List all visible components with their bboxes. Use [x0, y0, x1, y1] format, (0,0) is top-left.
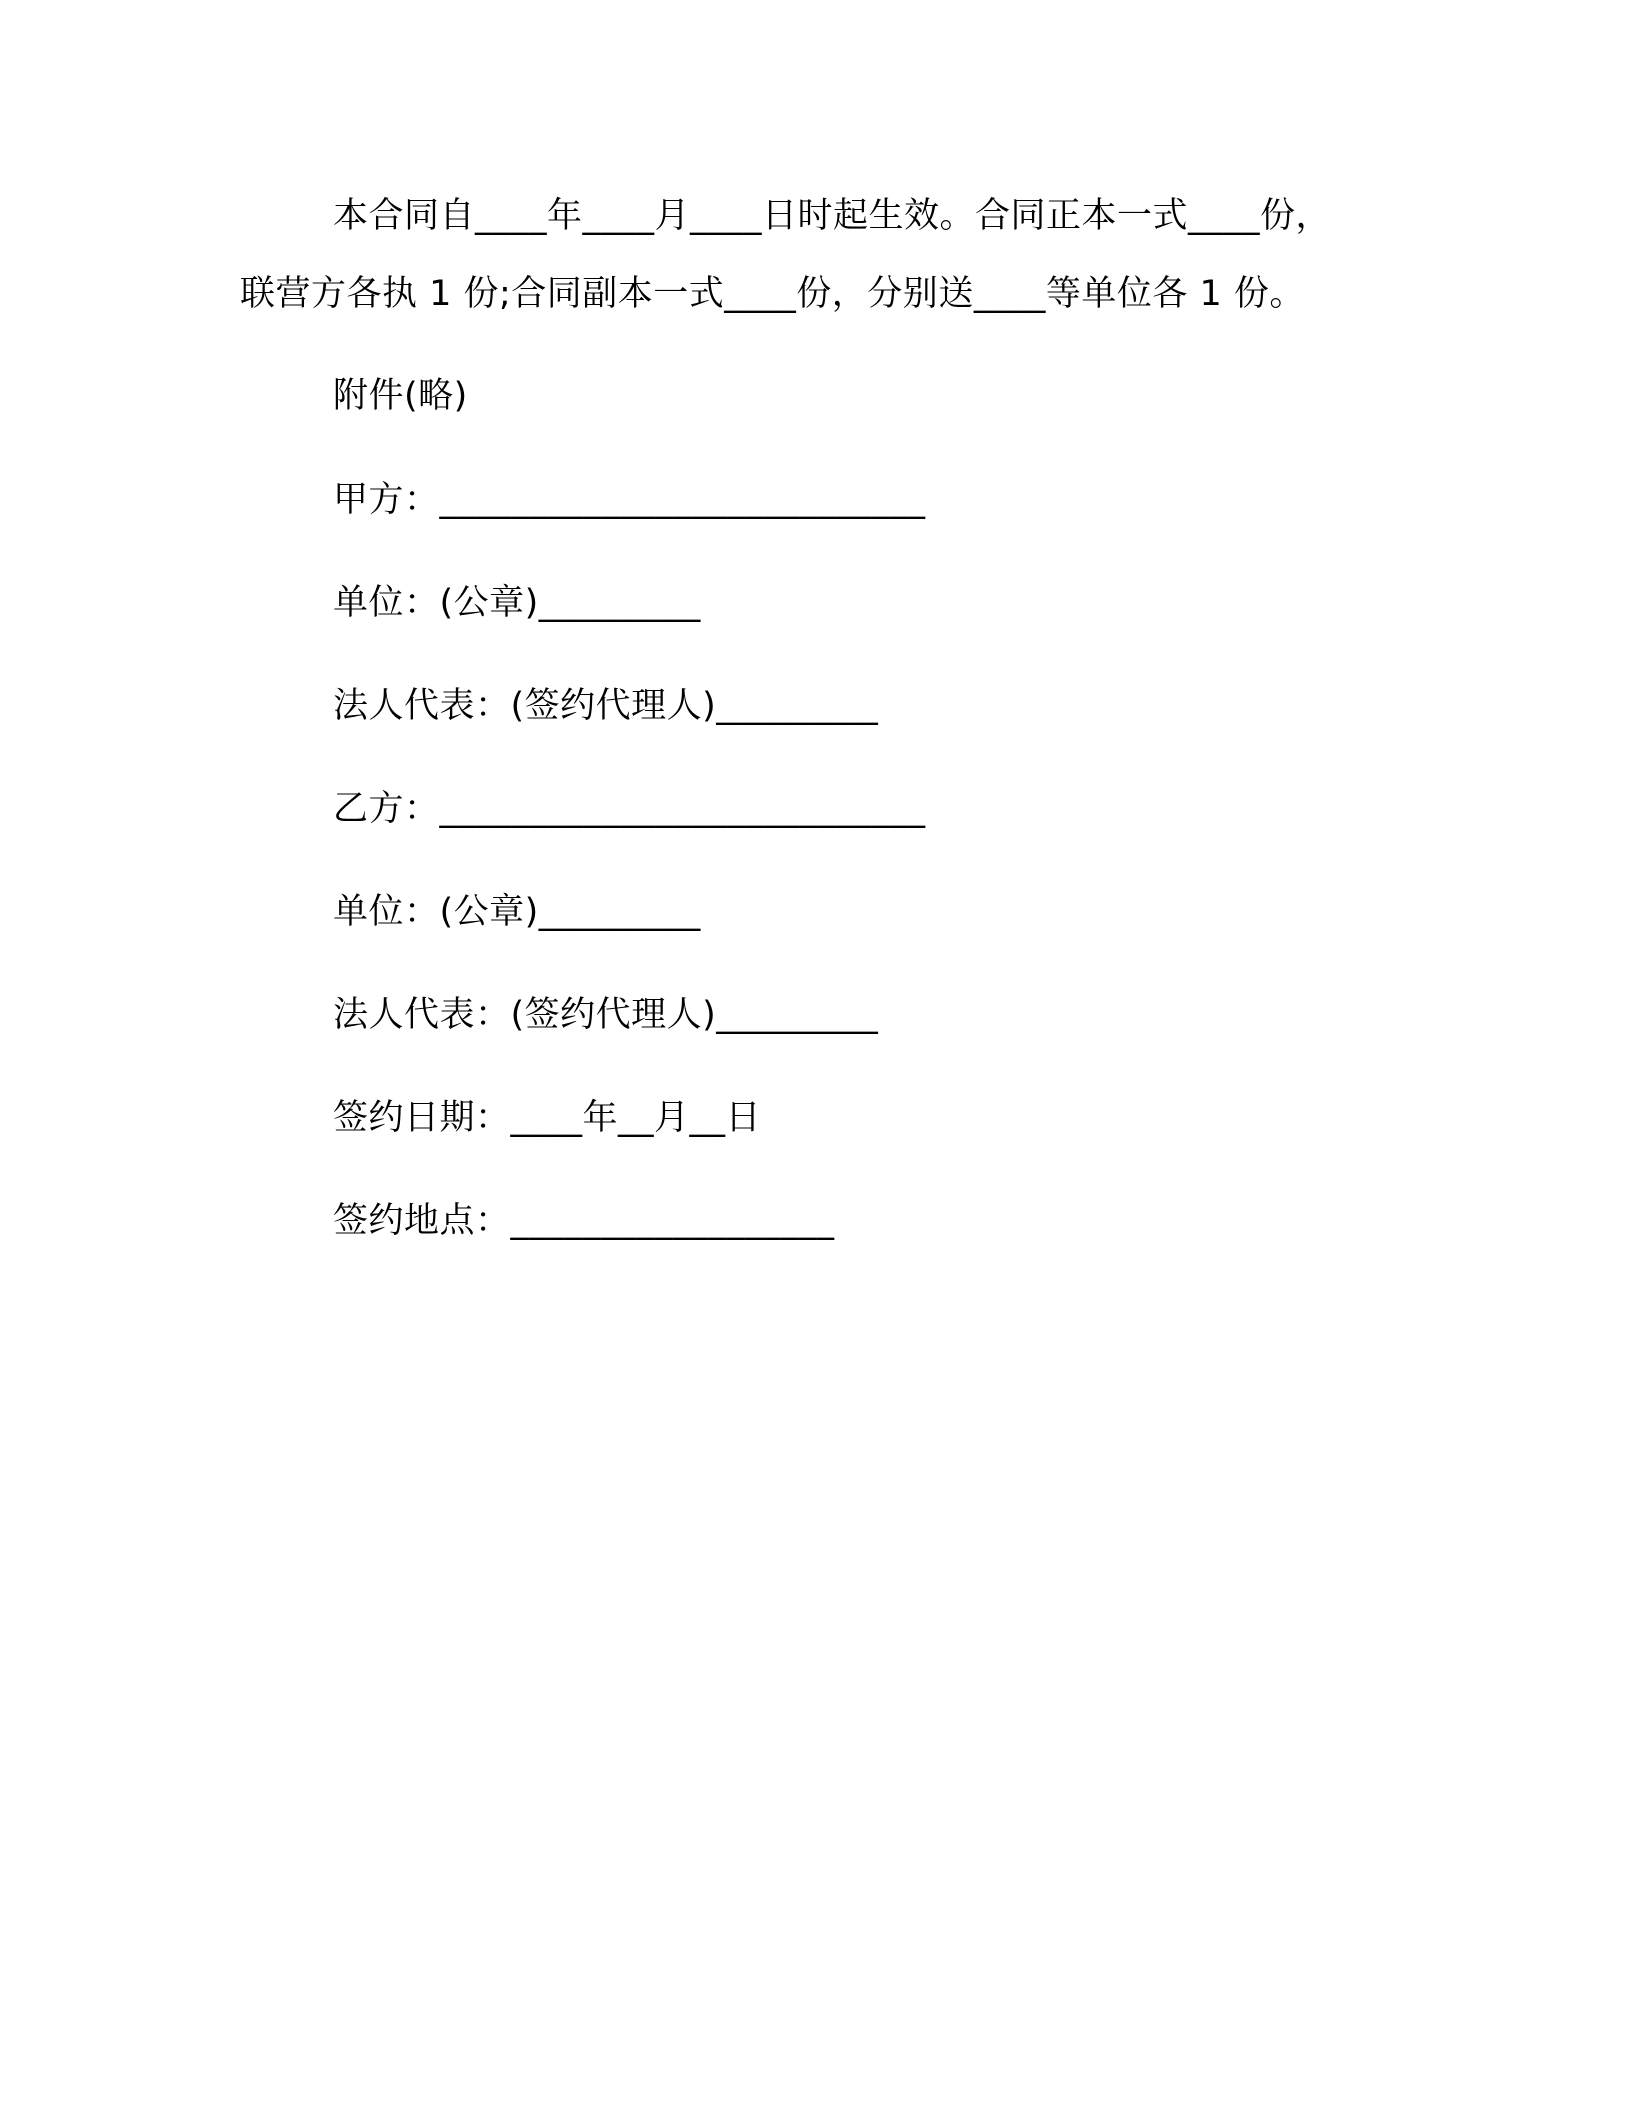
party-a-unit-line: 单位：(公章)_________ — [333, 583, 701, 623]
attachment-note: 附件(略) — [333, 376, 468, 416]
paragraph-line-2: 联营方各执 1 份;合同副本一式____份，分别送____等单位各 1 份。 — [240, 274, 1305, 314]
signing-date-line: 签约日期：____年__月__日 — [333, 1098, 762, 1138]
party-b-unit-line: 单位：(公章)_________ — [333, 892, 701, 932]
party-a-line: 甲方：___________________________ — [333, 480, 926, 520]
party-b-representative-line: 法人代表：(签约代理人)_________ — [333, 995, 879, 1035]
party-b-line: 乙方：___________________________ — [333, 789, 926, 829]
party-a-representative-line: 法人代表：(签约代理人)_________ — [333, 686, 879, 726]
signing-place-line: 签约地点：__________________ — [333, 1201, 835, 1241]
paragraph-line-1: 本合同自____年____月____日时起生效。合同正本一式____份， — [333, 196, 1332, 236]
